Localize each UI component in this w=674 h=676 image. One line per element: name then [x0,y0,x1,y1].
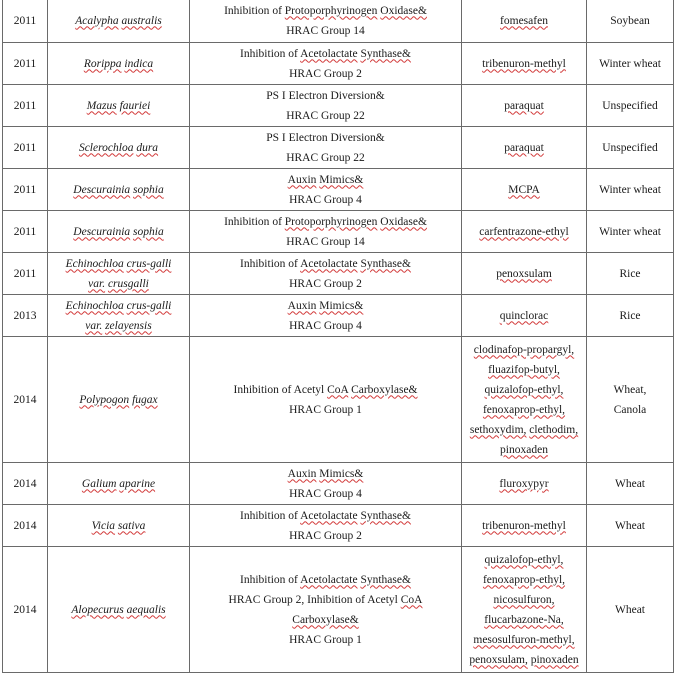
table-row [3,127,674,169]
crop-cell-line: Rice [619,267,641,280]
herbicide-cell-line: carfentrazone-ethyl [479,225,569,238]
table-row [3,253,674,295]
mode-of-action-cell-line: Inhibition of Acetolactate Synthase& [240,257,411,270]
mode-of-action-cell-line: Auxin Mimics& [287,173,364,186]
mode-of-action-cell-line: HRAC Group 14 [286,235,365,248]
mode-of-action-cell-line: Auxin Mimics& [287,467,364,480]
herbicide-cell-line: fenoxaprop-ethyl, [482,573,566,586]
herbicide-cell-line: flucarbazone-Na, [484,613,564,626]
herbicide-cell [462,295,587,337]
herbicide-cell-line: nicosulfuron, [493,593,555,606]
mode-of-action-cell [190,211,462,253]
species-cell-line: Echinochloa crus-galli [65,299,172,312]
species-cell-line: Polypogon fugax [79,393,158,406]
herbicide-cell [462,0,587,43]
herbicide-cell-line: sethoxydim, clethodim, [469,423,579,436]
herbicide-cell-line: quinclorac [499,309,549,322]
table-row [3,169,674,211]
mode-of-action-cell-line: Inhibition of Acetyl CoA Carboxylase& [233,383,418,396]
mode-of-action-cell-line: HRAC Group 1 [289,403,362,416]
herbicide-cell-line: mesosulfuron-methyl, [473,633,575,646]
crop-cell [587,337,674,463]
mode-of-action-cell-line: Inhibition of Protoporphyrinogen Oxidase& [224,215,427,228]
herbicide-cell-line: pinoxaden [500,443,548,456]
herbicide-cell-line: fluroxypyr [499,477,549,490]
species-cell-line: Sclerochloa dura [78,141,159,154]
crop-cell [587,463,674,505]
mode-of-action-cell-line: HRAC Group 4 [289,319,362,332]
mode-of-action-cell-line: Auxin Mimics& [287,299,364,312]
species-cell [48,463,190,505]
year-cell: 2011 [3,43,48,85]
mode-of-action-cell [190,43,462,85]
species-cell-line: Echinochloa crus-galli [65,257,172,270]
crop-cell [587,253,674,295]
species-cell-line: var. zelayensis [85,319,152,332]
species-cell-line: Alopecurus aequalis [71,603,166,616]
herbicide-cell [462,43,587,85]
mode-of-action-cell-line: HRAC Group 2 [289,67,362,80]
herbicide-cell-line: penoxsulam, pinoxaden [469,653,579,666]
mode-of-action-cell [190,295,462,337]
year-cell: 2014 [3,505,48,547]
year-cell: 2011 [3,211,48,253]
crop-cell [587,43,674,85]
crop-cell-line: Winter wheat [599,225,661,238]
table-row [3,0,674,43]
mode-of-action-cell-line: HRAC Group 14 [286,24,365,37]
mode-of-action-cell [190,0,462,43]
species-cell [48,547,190,673]
crop-cell [587,295,674,337]
herbicide-cell-line: tribenuron-methyl [482,57,566,70]
mode-of-action-cell-line: PS I Electron Diversion& [266,89,385,102]
mode-of-action-cell [190,547,462,673]
year-cell: 2011 [3,127,48,169]
crop-cell [587,547,674,673]
herbicide-cell-line: clodinafop-propargyl, [473,343,575,356]
mode-of-action-cell [190,505,462,547]
mode-of-action-cell [190,127,462,169]
crop-cell [587,169,674,211]
herbicide-cell-line: quizalofop-ethyl, [484,383,564,396]
species-cell [48,85,190,127]
table-row [3,43,674,85]
mode-of-action-cell-line: Inhibition of Acetolactate Synthase& [240,47,411,60]
mode-of-action-cell-line: HRAC Group 2 [289,277,362,290]
crop-cell [587,85,674,127]
mode-of-action-cell [190,337,462,463]
species-cell-line: Descurainia sophia [73,225,164,238]
table-body [3,0,674,673]
herbicide-cell [462,253,587,295]
mode-of-action-cell [190,253,462,295]
herbicide-cell [462,85,587,127]
species-cell-line: var. crusgalli [88,277,149,290]
herbicide-cell-line: fluazifop-butyl, [488,363,560,376]
species-cell-line: Vicia sativa [91,519,146,532]
crop-cell [587,211,674,253]
herbicide-cell-line: paraquat [504,141,544,154]
herbicide-cell-line: paraquat [504,99,544,112]
mode-of-action-cell-line: Carboxylase& [292,613,359,626]
mode-of-action-cell-line: HRAC Group 4 [289,193,362,206]
species-cell-line: Rorippa indica [83,57,154,70]
species-cell [48,127,190,169]
mode-of-action-cell [190,85,462,127]
crop-cell-line: Wheat [614,603,645,616]
mode-of-action-cell-line: HRAC Group 1 [289,633,362,646]
herbicide-cell [462,463,587,505]
table-row [3,547,674,673]
herbicide-cell-line: MCPA [508,183,540,196]
mode-of-action-cell [190,463,462,505]
species-cell [48,253,190,295]
crop-cell-line: Rice [619,309,641,322]
crop-cell [587,505,674,547]
year-cell: 2013 [3,295,48,337]
species-cell [48,295,190,337]
crop-cell-line: Unspecified [602,99,658,112]
species-cell [48,0,190,43]
herbicide-cell [462,127,587,169]
table-row [3,85,674,127]
year-cell: 2014 [3,463,48,505]
crop-cell-line: Wheat [614,477,645,490]
herbicide-cell [462,211,587,253]
crop-cell-line: Soybean [610,14,650,27]
species-cell-line: Acalypha australis [75,14,162,27]
crop-cell-line: Wheat, [613,383,647,396]
table-row [3,211,674,253]
mode-of-action-cell-line: HRAC Group 4 [289,487,362,500]
herbicide-cell-line: fomesafen [500,14,548,27]
mode-of-action-cell-line: Inhibition of Acetolactate Synthase& [240,573,411,586]
mode-of-action-cell-line: HRAC Group 22 [286,109,365,122]
herbicide-cell [462,505,587,547]
table-row [3,463,674,505]
crop-cell [587,0,674,43]
crop-cell-line: Winter wheat [599,183,661,196]
species-cell [48,169,190,211]
mode-of-action-cell-line: HRAC Group 2, Inhibition of Acetyl CoA [228,593,423,606]
mode-of-action-cell-line: HRAC Group 22 [286,151,365,164]
crop-cell-line: Unspecified [602,141,658,154]
year-cell: 2011 [3,85,48,127]
herbicide-cell [462,547,587,673]
herbicide-cell-line: fenoxaprop-ethyl, [482,403,566,416]
mode-of-action-cell-line: Inhibition of Acetolactate Synthase& [240,509,411,522]
year-cell: 2011 [3,253,48,295]
crop-cell-line: Canola [613,403,647,416]
table-row [3,295,674,337]
table-row [3,505,674,547]
species-cell [48,211,190,253]
year-cell: 2011 [3,169,48,211]
herbicide-cell-line: penoxsulam [496,267,552,280]
mode-of-action-cell-line: PS I Electron Diversion& [266,131,385,144]
mode-of-action-cell-line: Inhibition of Protoporphyrinogen Oxidase& [224,4,427,17]
species-cell-line: Mazus fauriei [86,99,151,112]
species-cell [48,505,190,547]
year-cell: 2014 [3,337,48,463]
mode-of-action-cell [190,169,462,211]
crop-cell [587,127,674,169]
table-row [3,337,674,463]
herbicide-cell-line: quizalofop-ethyl, [484,553,564,566]
herbicide-cell-line: tribenuron-methyl [482,519,566,532]
crop-cell-line: Wheat [614,519,645,532]
year-cell: 2014 [3,547,48,673]
species-cell [48,43,190,85]
herbicide-cell [462,169,587,211]
species-cell-line: Galium aparine [81,477,156,490]
species-cell [48,337,190,463]
herbicide-resistance-table [2,0,674,673]
crop-cell-line: Winter wheat [599,57,661,70]
species-cell-line: Descurainia sophia [73,183,164,196]
year-cell: 2011 [3,0,48,43]
mode-of-action-cell-line: HRAC Group 2 [289,529,362,542]
herbicide-cell [462,337,587,463]
